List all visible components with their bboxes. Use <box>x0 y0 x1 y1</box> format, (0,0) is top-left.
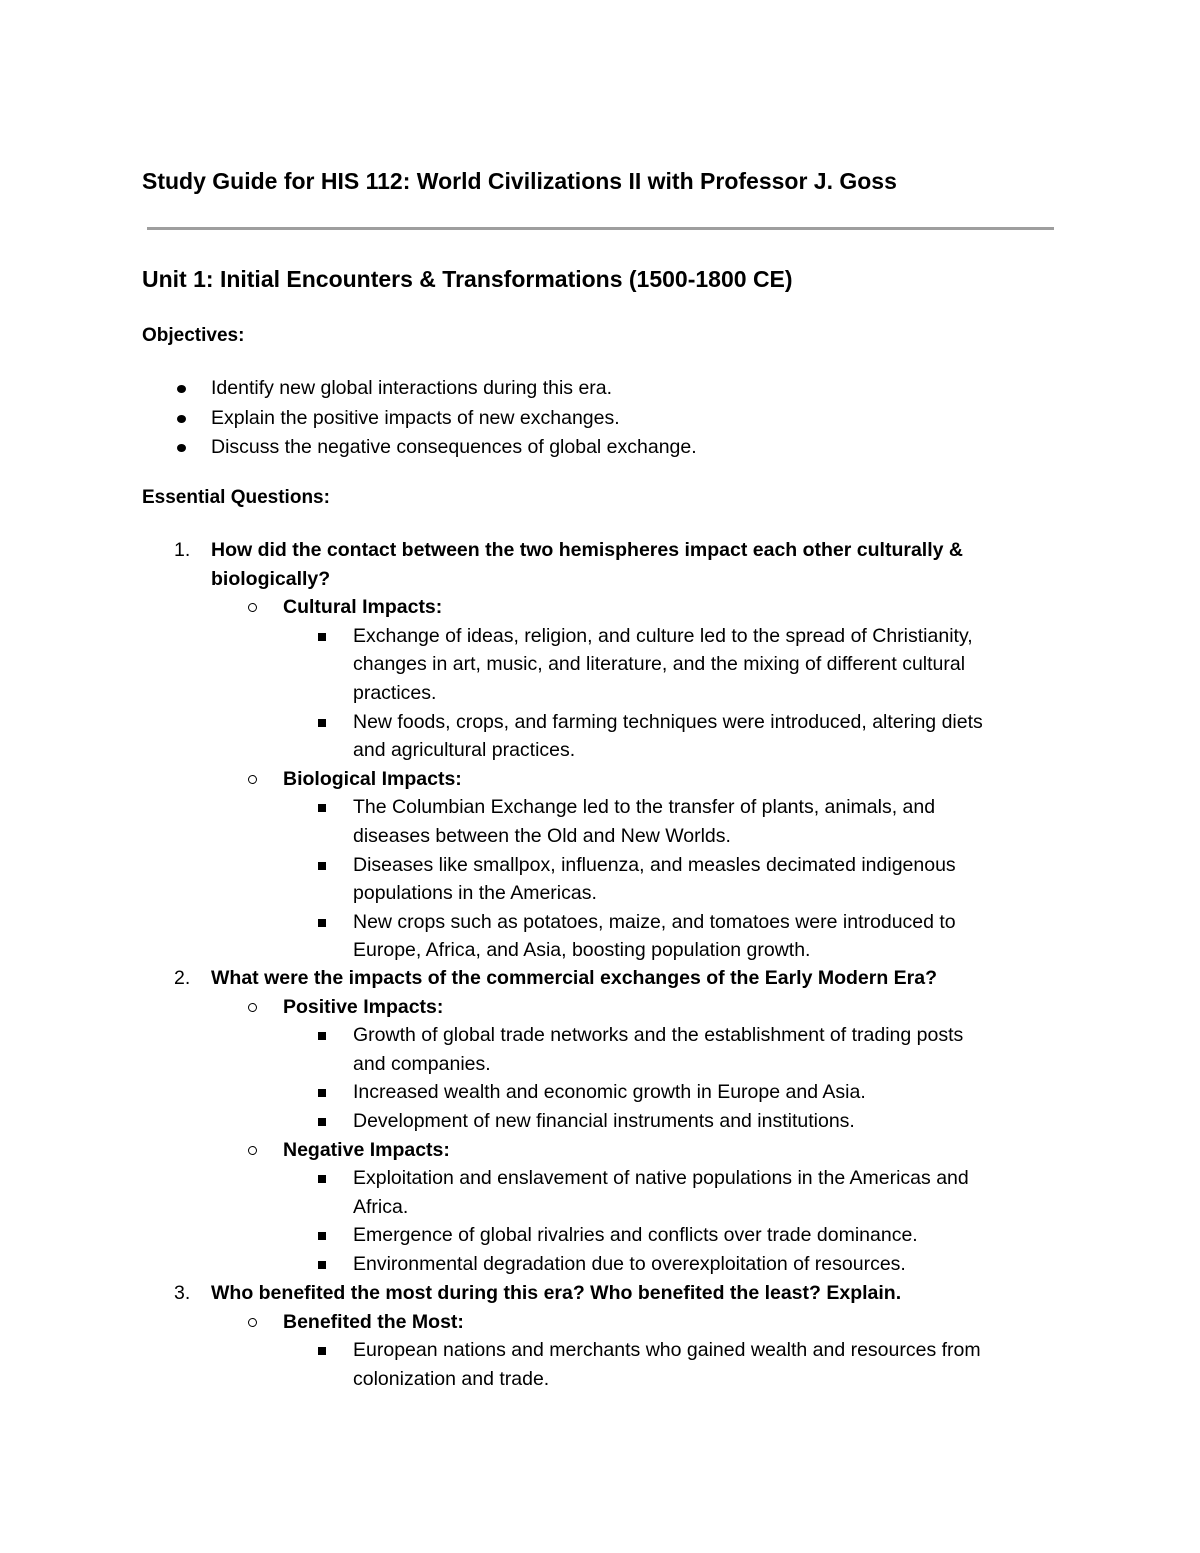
document-page: Study Guide for HIS 112: World Civilizations II with Professor J. Goss Unit 1: Initial Encounters & Transformations (1500-1800 CE) Objectives: Identify new global interactions during this era. Explain the positive impacts of new exchanges. Discuss the negative consequences of global exchange. Essential Questions: 1. How did the contact between the two hemispheres impact each other culturally & biologically? Cultural Impacts: Exchange of ideas, religion, and culture led to the spread of Christianity, changes in art, music, and literature, and the mixing of different cultural practices. New foods, crops, and farming techniques were introduced, altering diets and agricultural practices. Biological Impacts: The Columbian Exchange led to the transfer of plants, animals, and diseases between the Old and New Worlds. Diseases like smallpox, influenza, and measles decimated indigenous populations in the Americas. New crops such as potatoes, maize, and tomatoes were introduced to Europe, Africa, and Asia, boosting population growth. 2. What were the impacts of the commercial exchanges of the Early Modern Era? Positive Impacts: Growth of global trade networks and the establishment of trading posts and companies. Increased wealth and economic growth in Europe and Asia. Development of new financial instruments and institutions. Negative Impacts: Exploitation and enslavement of native populations in the Americas and Africa. Emergence of global rivalries and conflicts over trade dominance. Environmental degradation due to overexploitation of resources. 3. Who benefited the most during this era? Who benefited the least? Explain. Benefited the Most: European nations and merchants who gained wealth and resources from colonization and trade. <box>0 0 1200 1553</box>
point-text: The Columbian Exchange led to the transfer of plants, animals, and <box>353 796 936 819</box>
circle-bullet-icon <box>248 603 257 612</box>
square-bullet-icon <box>318 1089 326 1097</box>
square-bullet-icon <box>318 1118 326 1126</box>
question-number: 1. <box>174 539 191 561</box>
bullet-icon <box>177 415 186 423</box>
point-text: Exchange of ideas, religion, and culture led to the spread of Christianity, <box>353 624 973 647</box>
square-bullet-icon <box>318 1232 326 1240</box>
question-text: How did the contact between the two hemispheres impact each other culturally & <box>211 539 963 561</box>
point-text: Emergence of global rivalries and conflicts over trade dominance. <box>353 1224 918 1247</box>
point-text: Environmental degradation due to overexploitation of resources. <box>353 1252 906 1275</box>
question-number: 2. <box>174 967 191 989</box>
objectives-label: Objectives: <box>142 325 245 346</box>
point-text: New foods, crops, and farming techniques were introduced, altering diets <box>353 710 983 733</box>
square-bullet-icon <box>318 1261 326 1269</box>
question-3 <box>0 1279 1200 1393</box>
question-text: biologically? <box>211 567 331 590</box>
point-text: New crops such as potatoes, maize, and tomatoes were introduced to <box>353 910 956 933</box>
horizontal-rule <box>147 227 1054 230</box>
point-text: Europe, Africa, and Asia, boosting population growth. <box>353 939 811 962</box>
question-number: 3. <box>174 1282 191 1304</box>
question-1 <box>0 536 1200 965</box>
point-text: practices. <box>353 681 437 704</box>
square-bullet-icon <box>318 862 326 870</box>
sub-heading: Biological Impacts: <box>283 767 462 790</box>
square-bullet-icon <box>318 1032 326 1040</box>
unit-title: Unit 1: Initial Encounters & Transformations (1500-1800 CE) <box>142 266 793 292</box>
essential-questions-label: Essential Questions: <box>142 487 330 508</box>
circle-bullet-icon <box>248 1318 257 1327</box>
sub-heading: Negative Impacts: <box>283 1138 450 1161</box>
square-bullet-icon <box>318 919 326 927</box>
point-text: Increased wealth and economic growth in Europe and Asia. <box>353 1081 866 1104</box>
point-text: populations in the Americas. <box>353 882 597 905</box>
point-text: Africa. <box>353 1195 409 1218</box>
circle-bullet-icon <box>248 1003 257 1012</box>
question-text: What were the impacts of the commercial exchanges of the Early Modern Era? <box>211 967 938 989</box>
point-text: Development of new financial instruments and institutions. <box>353 1109 855 1132</box>
point-text: and companies. <box>353 1052 491 1075</box>
point-text: European nations and merchants who gained wealth and resources from <box>353 1339 981 1362</box>
point-text: changes in art, music, and literature, and the mixing of different cultural <box>353 653 966 676</box>
sub-heading: Benefited the Most: <box>283 1310 464 1333</box>
circle-bullet-icon <box>248 775 257 784</box>
point-text: diseases between the Old and New Worlds. <box>353 824 731 847</box>
square-bullet-icon <box>318 719 326 727</box>
sub-heading: Cultural Impacts: <box>283 596 443 619</box>
sub-heading: Positive Impacts: <box>283 995 444 1018</box>
point-text: Exploitation and enslavement of native populations in the Americas and <box>353 1167 969 1190</box>
circle-bullet-icon <box>248 1146 257 1155</box>
question-text: Who benefited the most during this era? Who benefited the least? Explain. <box>211 1282 902 1304</box>
square-bullet-icon <box>318 633 326 641</box>
square-bullet-icon <box>318 1347 326 1355</box>
point-text: colonization and trade. <box>353 1367 550 1390</box>
bullet-icon <box>177 444 186 452</box>
point-text: and agricultural practices. <box>353 739 576 762</box>
point-text: Diseases like smallpox, influenza, and measles decimated indigenous <box>353 853 956 876</box>
bullet-icon <box>177 385 186 393</box>
square-bullet-icon <box>318 804 326 812</box>
point-text: Growth of global trade networks and the establishment of trading posts <box>353 1024 964 1047</box>
question-2 <box>0 964 1200 1279</box>
document-title: Study Guide for HIS 112: World Civilizations II with Professor J. Goss <box>142 168 897 194</box>
square-bullet-icon <box>318 1175 326 1183</box>
